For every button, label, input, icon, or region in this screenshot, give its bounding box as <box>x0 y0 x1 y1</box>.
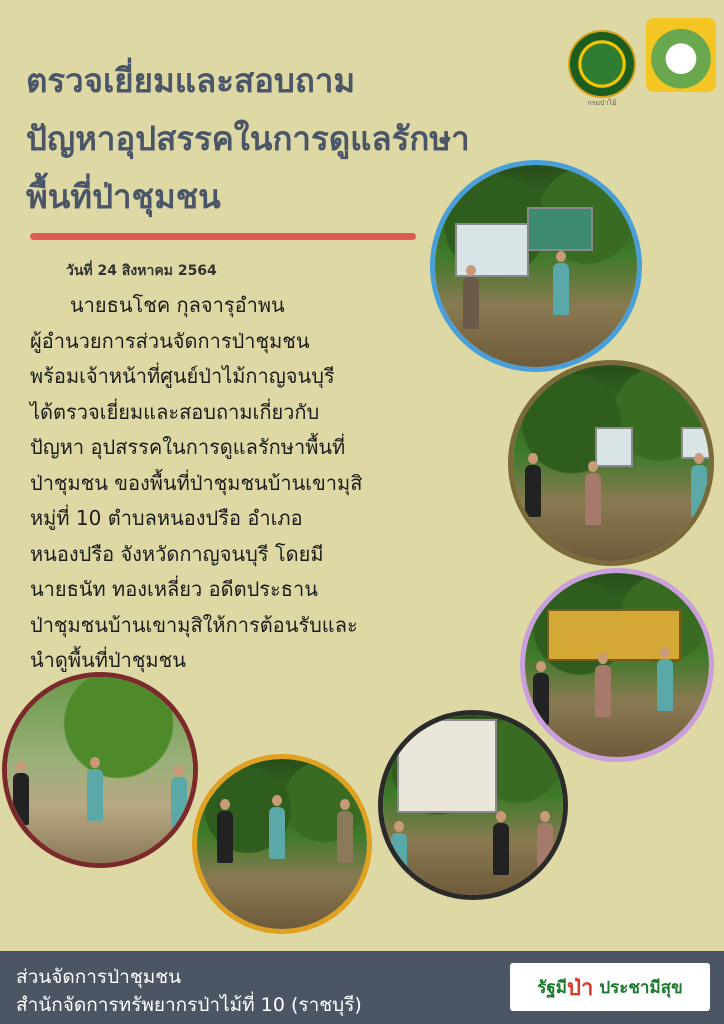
photo-forest-signboards <box>430 160 642 372</box>
photo-forest-trail-group <box>508 360 714 566</box>
photo-information-board <box>378 710 568 900</box>
body-line: ปัญหา อุปสรรคในการดูแลรักษาพื้นที่ <box>30 435 346 459</box>
body-line: หนองปรือ จังหวัดกาญจนบุรี โดยมี <box>30 541 324 566</box>
title-line-3: พื้นที่ป่าชุมชน <box>26 177 221 216</box>
slogan-part-3: ประชามีสุข <box>599 977 683 998</box>
body-line: ป่าชุมชน ของพื้นที่ป่าชุมชนบ้านเขามุสิ <box>30 470 363 495</box>
body-line: นายธนโชค กุลจารุอำพน <box>70 293 285 317</box>
body-line: พร้อมเจ้าหน้าที่ศูนย์ป่าไม้กาญจนบุรี <box>30 364 335 388</box>
body-paragraph <box>30 288 450 679</box>
logo-caption: กรมป่าไม้ <box>587 99 617 107</box>
body-line: ผู้อำนวยการส่วนจัดการป่าชุมชน <box>30 328 310 353</box>
provincial-seal-logo <box>646 18 716 92</box>
slogan-part-2: ป่า <box>567 975 594 1001</box>
body-line: นายธนัท ทองเหลี่ยว อดีตประธาน <box>30 577 318 601</box>
body-line: นำดูพื้นที่ป่าชุมชน <box>30 648 186 672</box>
body-line: หมู่ที่ 10 ตำบลหนองปรือ อำเภอ <box>30 506 303 530</box>
slogan-part-1: รัฐมี <box>537 977 568 998</box>
photo-rest-area <box>2 672 198 868</box>
title-line-1: ตรวจเยี่ยมและสอบถาม <box>26 61 356 100</box>
date-label: วันที่ 24 สิงหาคม 2564 <box>66 263 217 279</box>
photo-forest-walk <box>192 754 372 934</box>
title-divider <box>30 233 416 240</box>
body-line: ป่าชุมชนบ้านเขามุสิให้การต้อนรับและ <box>30 612 358 637</box>
royal-forest-department-logo <box>568 30 636 98</box>
footer-division-name: ส่วนจัดการป่าชุมชน <box>16 966 182 988</box>
title-line-2: ปัญหาอุปสรรคในการดูแลรักษา <box>26 119 470 158</box>
slogan-badge <box>510 963 710 1011</box>
body-line: ได้ตรวจเยี่ยมและสอบถามเกี่ยวกับ <box>30 399 320 424</box>
footer-office-name: สำนักจัดการทรัพยากรป่าไม้ที่ 10 (ราชบุรี) <box>16 994 362 1016</box>
